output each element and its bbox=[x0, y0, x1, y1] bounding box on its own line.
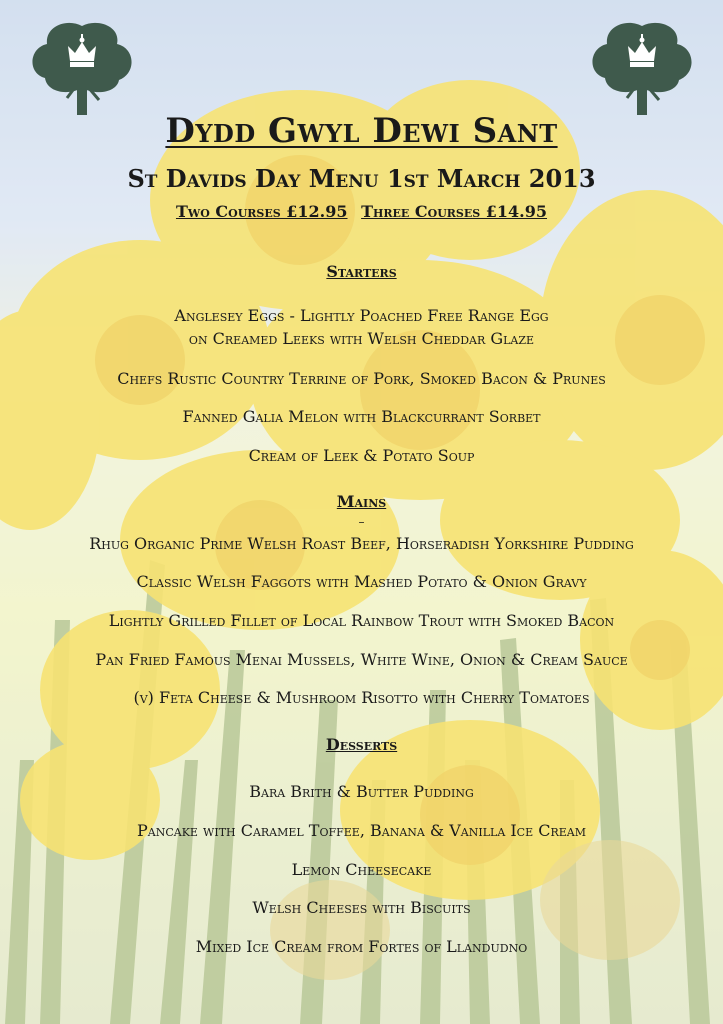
menu-item: Pan Fried Famous Menai Mussels, White Wine, Onion & Cream Sauce bbox=[95, 650, 628, 669]
mains-heading: Mains bbox=[336, 492, 387, 511]
menu-item: Anglesey Eggs - Lightly Poached Free Range Egg bbox=[174, 306, 549, 325]
three-courses-price: Three Courses £14.95 bbox=[361, 202, 548, 221]
price-line bbox=[0, 202, 723, 221]
menu-item: Pancake with Caramel Toffee, Banana & Vanilla Ice Cream bbox=[137, 821, 586, 840]
menu-item: Lightly Grilled Fillet of Local Rainbow Trout with Smoked Bacon bbox=[108, 611, 615, 630]
menu-item: Fanned Galia Melon with Blackcurrant Sorbet bbox=[182, 407, 541, 426]
menu-item: Bara Brith & Butter Pudding bbox=[249, 782, 474, 801]
two-courses-price: Two Courses £12.95 bbox=[175, 202, 348, 221]
menu-item: Rhug Organic Prime Welsh Roast Beef, Horseradish Yorkshire Pudding bbox=[89, 534, 634, 553]
starters-heading: Starters bbox=[326, 262, 397, 281]
mains-divider: – bbox=[358, 515, 365, 529]
menu-item: Mixed Ice Cream from Fortes of Llandudno bbox=[195, 937, 528, 956]
desserts-heading: Desserts bbox=[325, 735, 398, 754]
menu-item: Welsh Cheeses with Biscuits bbox=[252, 898, 471, 917]
menu-item: Classic Welsh Faggots with Mashed Potato & Onion Gravy bbox=[136, 572, 587, 591]
menu-item: Lemon Cheesecake bbox=[291, 860, 432, 879]
menu-item: Cream of Leek & Potato Soup bbox=[248, 446, 475, 465]
menu-item: on Creamed Leeks with Welsh Cheddar Glaze bbox=[188, 329, 535, 348]
menu-subtitle: St Davids Day Menu 1st March 2013 bbox=[127, 164, 596, 193]
menu-item: (v) Feta Cheese & Mushroom Risotto with Cherry Tomatoes bbox=[133, 688, 590, 707]
menu-title: Dydd Gwyl Dewi Sant bbox=[165, 111, 558, 151]
menu-item: Chefs Rustic Country Terrine of Pork, Smoked Bacon & Prunes bbox=[117, 369, 606, 388]
